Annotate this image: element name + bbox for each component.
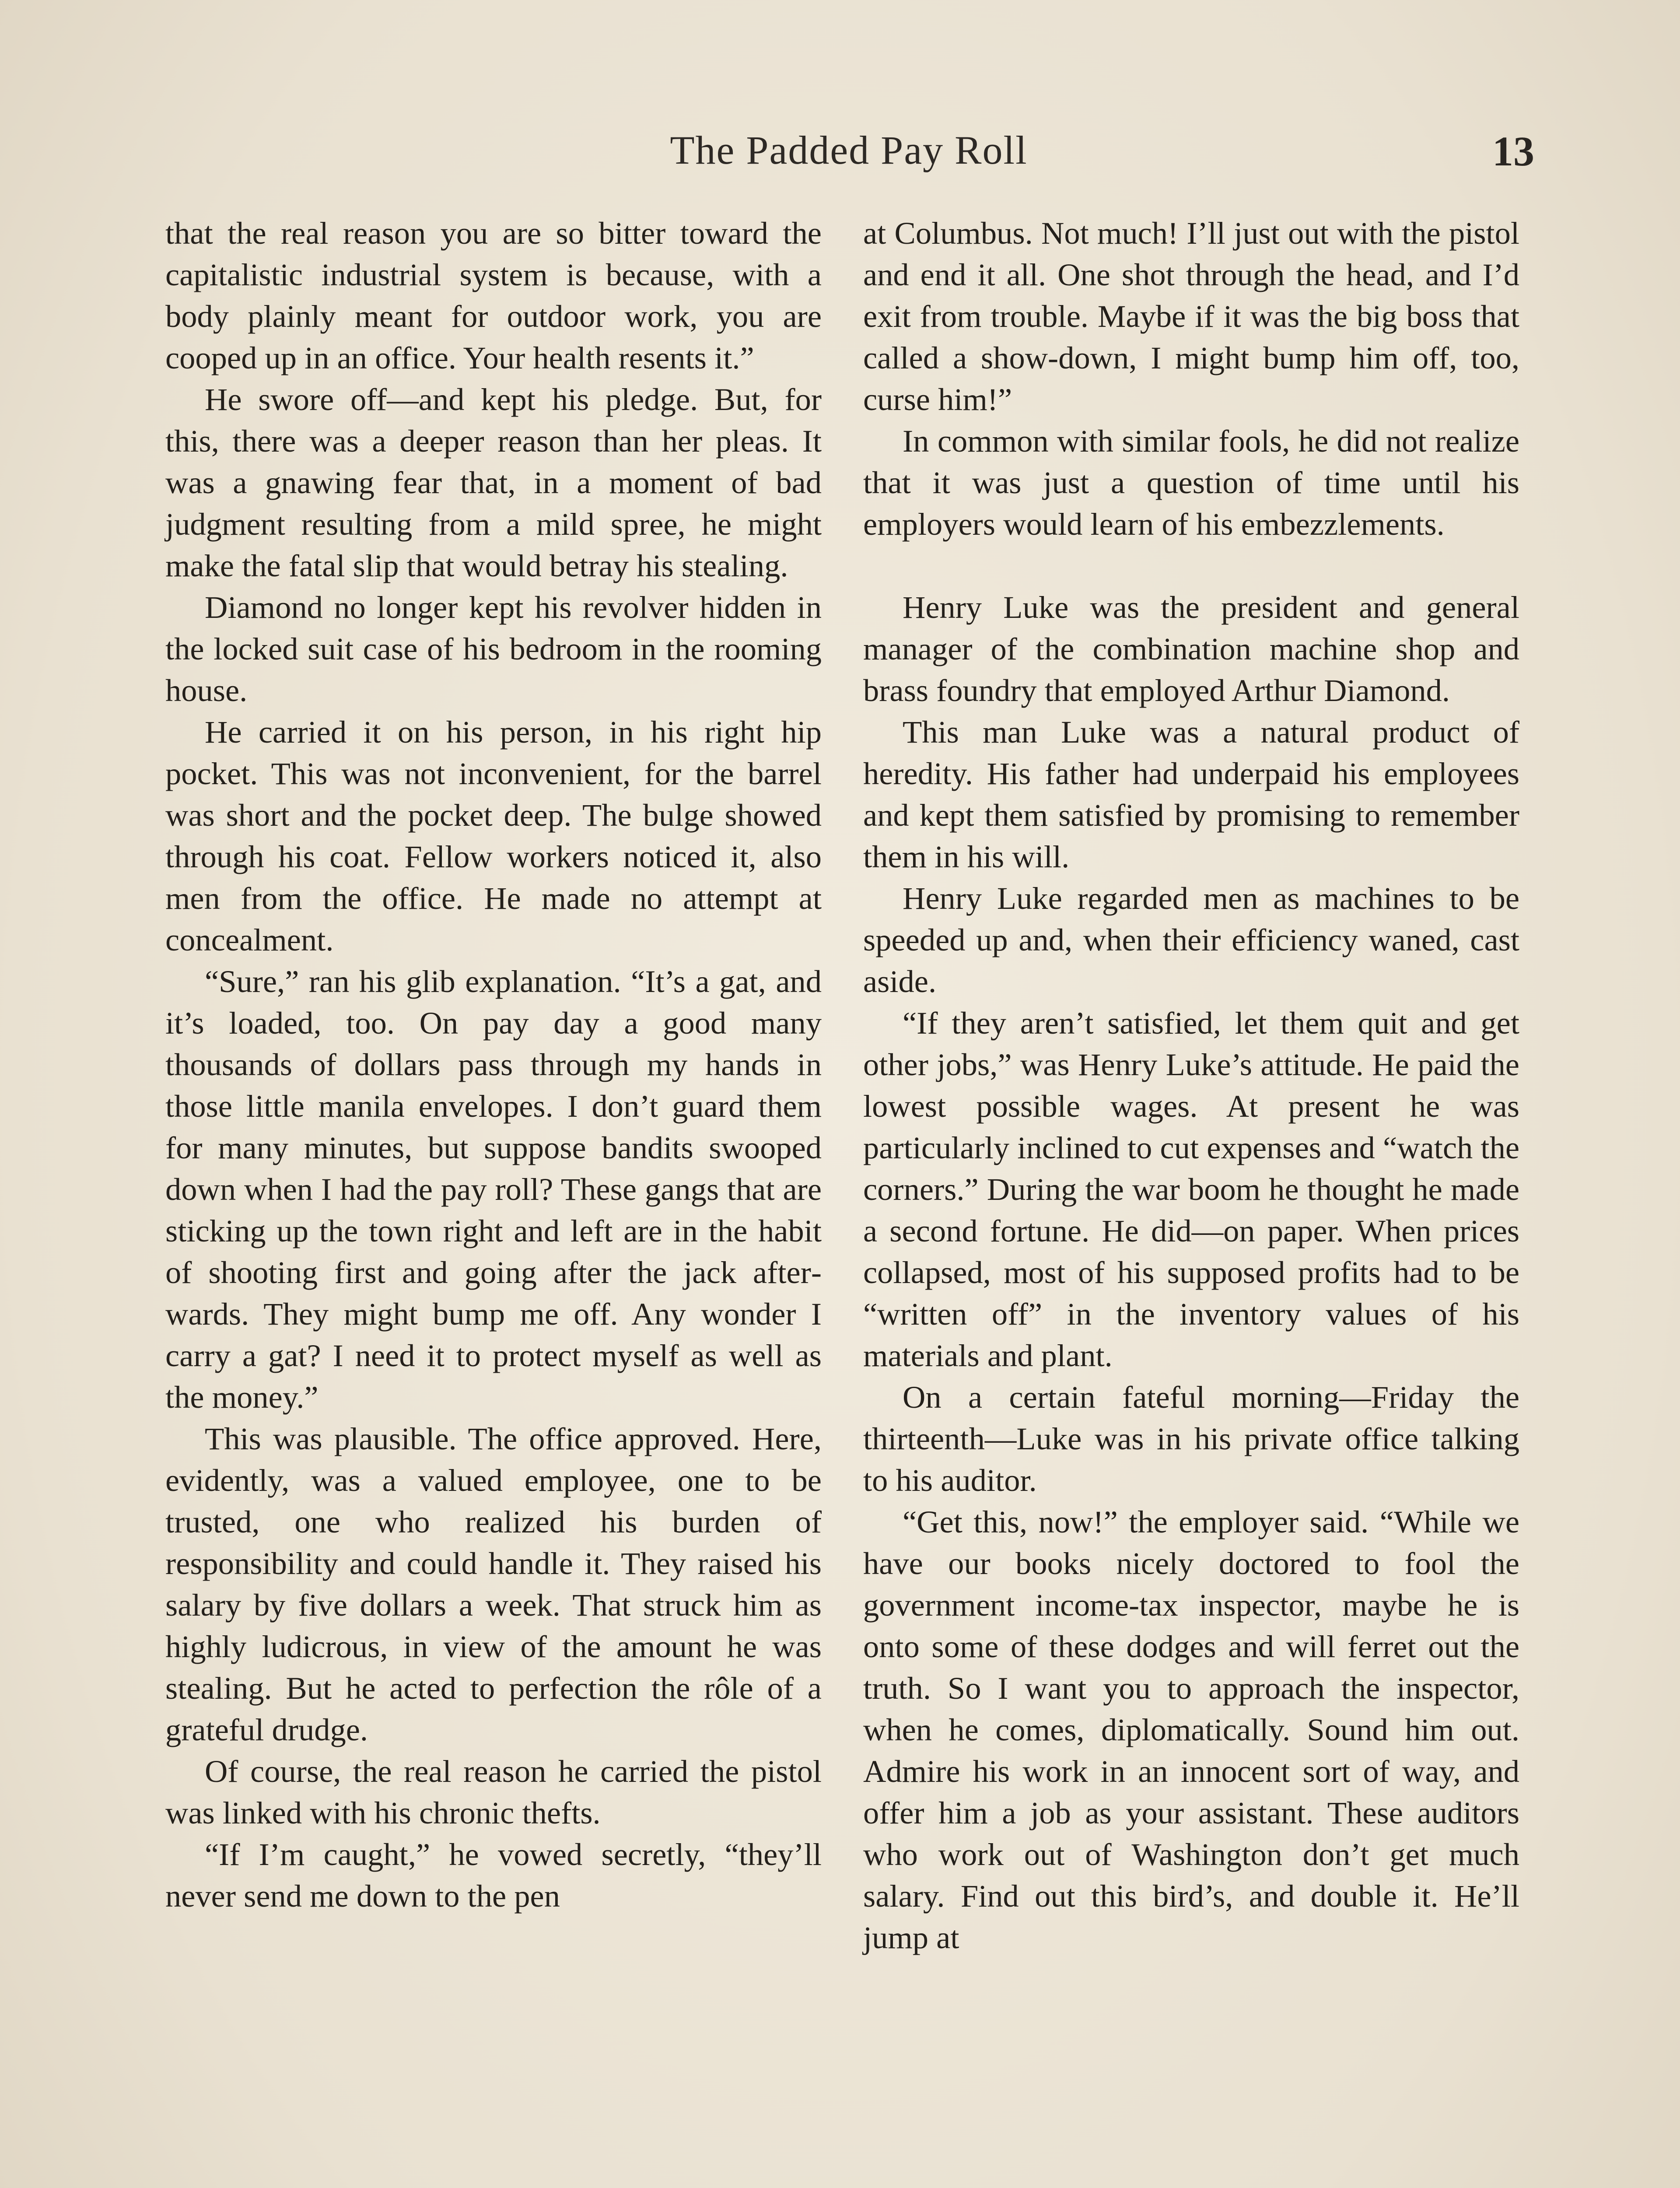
paragraph: On a certain fateful morning—Friday the thirteenth—Luke was in his private office talking to his auditor. [863, 1379, 1519, 1498]
paragraph: This man Luke was a natural product of heredity. His father had underpaid his employees and kept them satisfied by promising to remember them in his will. [863, 714, 1519, 874]
paragraph: “Get this, now!” the employer said. “While we have our books nicely doctored to fool the government income-tax inspector, maybe he is onto some of these dodges and will ferret out the truth. So I want you to approach the inspector, when he comes, diplomatically. Sound him out. Admire his work in an innocent sort of way, and offer him a job as your assistant. These auditors who work out of Washington don’t get much salary. Find out this bird’s, and double it. He’ll jump at [863, 1504, 1519, 1955]
running-title: The Padded Pay Roll [670, 128, 1028, 172]
paragraph: Diamond no longer kept his revolver hidden in the locked suit case of his bedroom in the rooming house. [165, 589, 822, 708]
paragraph: “Sure,” ran his glib explanation. “It’s a gat, and it’s loaded, too. On pay day a good many thousands of dollars pass through my hands in those little manila envelopes. I don’t guard them for many minutes, but suppose bandits swooped down when I had the pay roll? These gangs that are sticking up the town right and left are in the habit of shooting first and going after the jack afterwards. They might bump me off. Any wonder I carry a gat? I need it to protect myself as well as the money.” [165, 964, 822, 1415]
paragraph: Henry Luke regarded men as machines to be speeded up and, when their efficiency waned, cast aside. [863, 880, 1519, 999]
paragraph: Of course, the real reason he carried the pistol was linked with his chronic thefts. [165, 1753, 822, 1830]
paragraph: He swore off—and kept his pledge. But, for this, there was a deeper reason than her pleas. It was a gnawing fear that, in a moment of bad judgment resulting from a mild spree, he might make the fatal slip that would betray his stealing. [165, 382, 822, 583]
left-column [165, 212, 822, 1917]
right-column [863, 212, 1519, 1958]
paragraph: that the real reason you are so bitter toward the capitalistic industrial system is because, with a body plainly meant for outdoor work, you are cooped up in an office. Your health resents it.” [165, 215, 822, 375]
paragraph: “If I’m caught,” he vowed secretly, “they’ll never send me down to the pen [165, 1837, 822, 1914]
page-header [0, 127, 1680, 179]
paragraph: at Columbus. Not much! I’ll just out with the pistol and end it all. One shot through the head, and I’d exit from trouble. Maybe if it was the big boss that called a show-down, I might bump him off, too, curse him!” [863, 215, 1519, 417]
paragraph: He carried it on his person, in his right hip pocket. This was not inconvenient, for the barrel was short and the pocket deep. The bulge showed through his coat. Fellow workers noticed it, also men from the office. He made no attempt at concealment. [165, 714, 822, 957]
paragraph: In common with similar fools, he did not realize that it was just a question of time until his employers would learn of his embezzlements. [863, 423, 1519, 542]
page-number: 13 [1492, 128, 1534, 175]
paragraph: Henry Luke was the president and general manager of the combination machine shop and brass foundry that employed Arthur Diamond. [863, 589, 1519, 708]
paragraph: “If they aren’t satisfied, let them quit and get other jobs,” was Henry Luke’s attitude. He paid the lowest possible wages. At present he was particularly inclined to cut expenses and “watch the corners.” During the war boom he thought he made a second fortune. He did—on paper. When prices collapsed, most of his supposed profits had to be “written off” in the inventory values of his materials and plant. [863, 1005, 1519, 1373]
paragraph: This was plausible. The office approved. Here, evidently, was a valued employee, one to be trusted, one who realized his burden of responsibility and could handle it. They raised his salary by five dollars a week. That struck him as highly ludicrous, in view of the amount he was stealing. But he acted to perfection the rôle of a grateful drudge. [165, 1421, 822, 1747]
